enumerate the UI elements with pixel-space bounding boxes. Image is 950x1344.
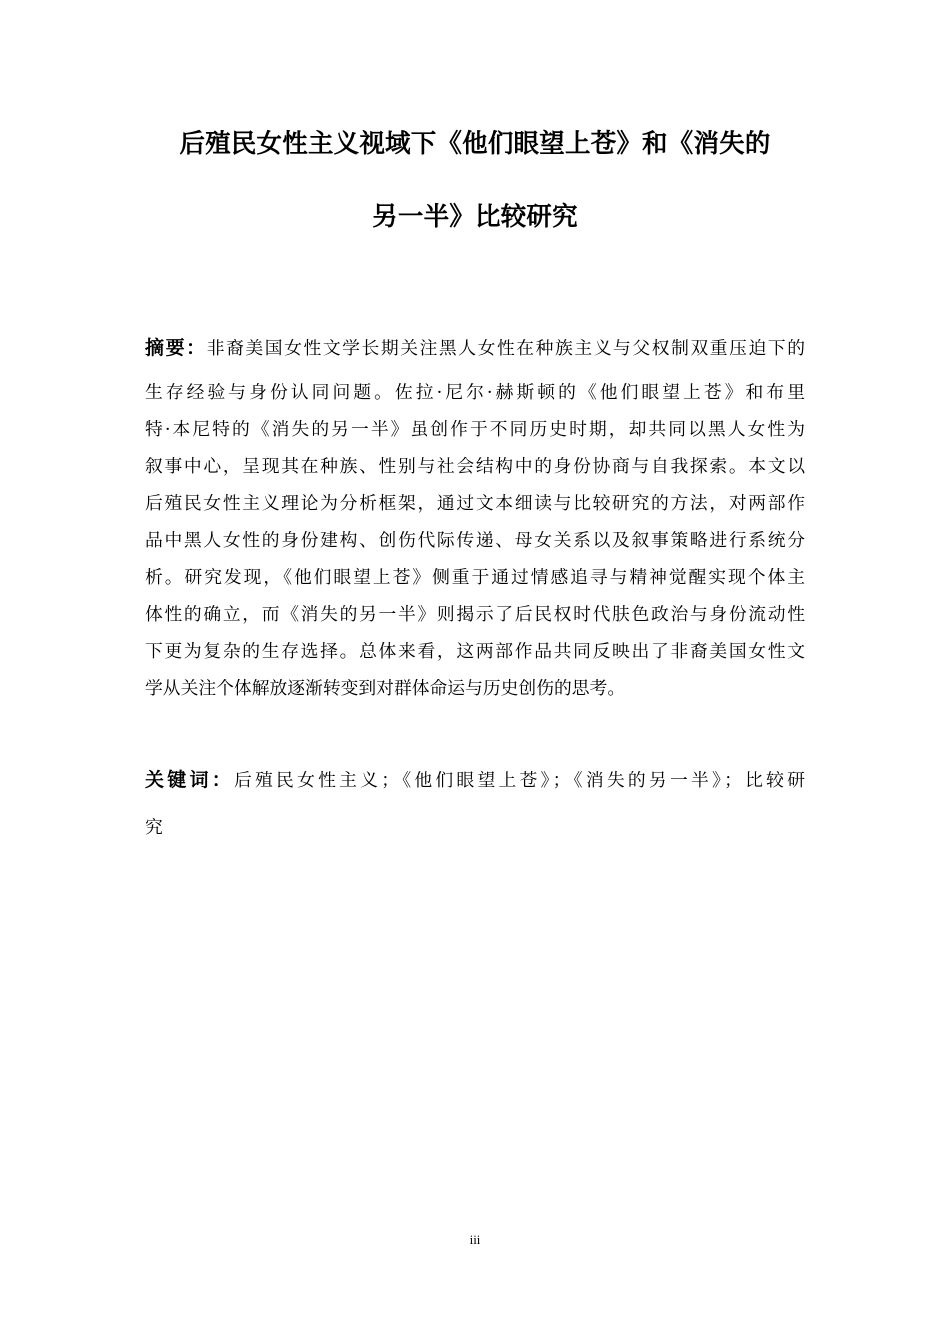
- abstract-line: [145, 330, 805, 367]
- abstract-section: [145, 330, 805, 707]
- abstract-line: 特·本尼特的《消失的另一半》虽创作于不同历史时期，却共同以黑人女性为: [145, 419, 805, 440]
- abstract-line: 析。研究发现，《他们眼望上苍》侧重于通过情感追寻与精神觉醒实现个体主: [145, 567, 805, 588]
- paper-title-line-1: 后殖民女性主义视域下《他们眼望上苍》和《消失的: [179, 129, 771, 159]
- keywords-label: 关键词：: [145, 769, 234, 791]
- abstract-line: 品中黑人女性的身份建构、创伤代际传递、母女关系以及叙事策略进行系统分: [145, 530, 805, 551]
- keywords-section: [145, 762, 805, 846]
- abstract-line: 生存经验与身份认同问题。佐拉·尼尔·赫斯顿的《他们眼望上苍》和布里: [145, 382, 805, 403]
- page-number: iii: [469, 1232, 481, 1247]
- keywords-text: 后殖民女性主义；《他们眼望上苍》；《消失的另一半》；比较研: [234, 770, 805, 791]
- keywords-line: 究: [145, 817, 163, 838]
- abstract-line: 体性的确立，而《消失的另一半》则揭示了后民权时代肤色政治与身份流动性: [145, 604, 805, 625]
- abstract-line: 学从关注个体解放逐渐转变到对群体命运与历史创伤的思考。: [145, 678, 626, 699]
- abstract-text: 非裔美国女性文学长期关注黑人女性在种族主义与父权制双重压迫下的: [206, 338, 805, 359]
- abstract-line: 下更为复杂的生存选择。总体来看，这两部作品共同反映出了非裔美国女性文: [145, 641, 805, 662]
- abstract-line: 叙事中心，呈现其在种族、性别与社会结构中的身份协商与自我探索。本文以: [145, 456, 805, 477]
- paper-title-line-2: 另一半》比较研究: [372, 202, 578, 232]
- abstract-label: 摘要：: [145, 337, 207, 359]
- abstract-line: 后殖民女性主义理论为分析框架，通过文本细读与比较研究的方法，对两部作: [145, 493, 805, 514]
- keywords-line: [145, 762, 805, 799]
